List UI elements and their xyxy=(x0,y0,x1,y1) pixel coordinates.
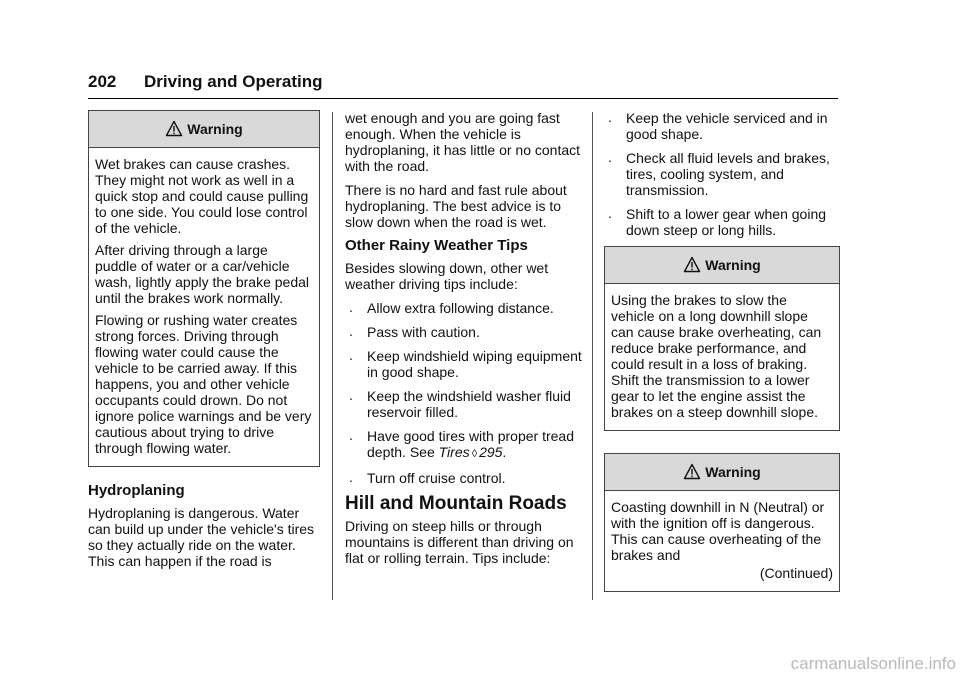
list-item xyxy=(345,324,585,340)
list-item xyxy=(345,428,585,462)
continued-label: (Continued) xyxy=(759,565,833,581)
list-item xyxy=(345,348,585,380)
page-header xyxy=(88,70,838,99)
bullet: . xyxy=(349,427,353,443)
hill-tips-list xyxy=(604,110,840,238)
list-item xyxy=(345,300,585,316)
bullet: . xyxy=(608,149,612,165)
hydroplaning-continued: wet enough and you are going fast enough. When the vehicle is hydroplaning, it has little or no contact with the road. xyxy=(345,110,581,174)
list-item xyxy=(604,110,840,142)
list-item-text: Keep windshield wiping equipment in good shape. xyxy=(367,348,582,380)
warning-body xyxy=(89,148,319,466)
warning-box-coasting xyxy=(604,453,840,592)
bullet: . xyxy=(349,469,353,485)
column-1 xyxy=(88,110,320,577)
bullet: . xyxy=(608,109,612,125)
tires-ref-page: 295 xyxy=(479,444,503,460)
list-item xyxy=(345,388,585,420)
page-number: 202 xyxy=(88,72,117,91)
warning-icon xyxy=(165,120,183,138)
warning-icon xyxy=(683,463,701,481)
hill-mountain-intro: Driving on steep hills or through mountains is different than driving on flat or rolling terrain. Tips include: xyxy=(345,518,574,566)
list-item-text: Turn off cruise control. xyxy=(367,470,506,486)
tires-reference-link[interactable] xyxy=(439,444,503,460)
list-item xyxy=(604,150,840,198)
hydroplaning-advice: There is no hard and fast rule about hydroplaning. The best advice is to slow down when the road is wet. xyxy=(345,182,567,230)
column-3 xyxy=(604,110,840,608)
bullet: . xyxy=(349,299,353,315)
page-reference-icon: ◊ xyxy=(471,448,478,460)
section-title: Driving and Operating xyxy=(144,72,323,91)
list-item-text: Have good tires with proper tread depth. See xyxy=(367,428,574,460)
warning-title: Warning xyxy=(705,464,761,480)
warning-title: Warning xyxy=(705,257,761,273)
list-item-text: Allow extra following distance. xyxy=(367,300,554,316)
warning-title: Warning xyxy=(187,121,243,137)
list-item-text: Check all fluid levels and brakes, tires, cooling system, and transmission. xyxy=(626,150,830,198)
list-item-text: Shift to a lower gear when going down steep or long hills. xyxy=(626,206,827,238)
warning-body xyxy=(605,491,839,591)
hydroplaning-text: Hydroplaning is dangerous. Water can build up under the vehicle's tires so they actually ride on the water. This can happen if the road is xyxy=(88,505,315,569)
list-item xyxy=(604,206,840,238)
tires-ref-label: Tires xyxy=(438,444,470,460)
warning-header xyxy=(605,454,839,491)
column-divider-right xyxy=(592,112,593,600)
warning-box-wet-brakes xyxy=(88,110,320,467)
column-divider-left xyxy=(332,112,333,600)
list-item xyxy=(345,470,585,486)
warning-box-brake-overheating xyxy=(604,246,840,431)
warning-paragraph: Wet brakes can cause crashes. They might not work as well in a quick stop and could cause pulling to one side. You could lose control of the vehicle. xyxy=(95,156,309,236)
list-item-text: Keep the vehicle serviced and in good shape. xyxy=(626,110,828,142)
watermark: carmanualsonline.info xyxy=(790,654,956,673)
rainy-tips-heading: Other Rainy Weather Tips xyxy=(345,237,528,254)
warning-paragraph: Flowing or rushing water creates strong forces. Driving through flowing water could cause the vehicle to be carried away. If this happens, you and other vehicle occupants could drown. Do not ignore police warnings and be very cautious about trying to drive through flowing water. xyxy=(95,312,312,456)
bullet: . xyxy=(349,347,353,363)
warning-paragraph: Coasting downhill in N (Neutral) or with the ignition off is dangerous. This can cause overheating of the brakes and xyxy=(611,499,825,563)
warning-body xyxy=(605,284,839,430)
bullet: . xyxy=(608,205,612,221)
hydroplaning-heading: Hydroplaning xyxy=(88,482,185,499)
warning-paragraph: After driving through a large puddle of water or a car/vehicle wash, lightly apply the brake pedal until the brakes work normally. xyxy=(95,242,310,306)
bullet: . xyxy=(349,323,353,339)
bullet: . xyxy=(349,387,353,403)
rainy-tips-intro: Besides slowing down, other wet weather driving tips include: xyxy=(345,260,549,292)
hill-mountain-heading: Hill and Mountain Roads xyxy=(345,493,567,514)
sentence-end: . xyxy=(502,444,507,460)
column-2 xyxy=(345,110,585,574)
list-item-text: Pass with caution. xyxy=(367,324,480,340)
list-item-text: Keep the windshield washer fluid reservoir filled. xyxy=(367,388,571,420)
warning-icon xyxy=(683,256,701,274)
warning-paragraph: Using the brakes to slow the vehicle on a long downhill slope can cause brake overheating, can reduce brake performance, and could result in a loss of braking. Shift the transmission to a lower gear to let the engine assist the brakes on a steep downhill slope. xyxy=(611,292,822,420)
warning-header xyxy=(89,111,319,148)
warning-header xyxy=(605,247,839,284)
rainy-tips-list xyxy=(345,300,585,486)
